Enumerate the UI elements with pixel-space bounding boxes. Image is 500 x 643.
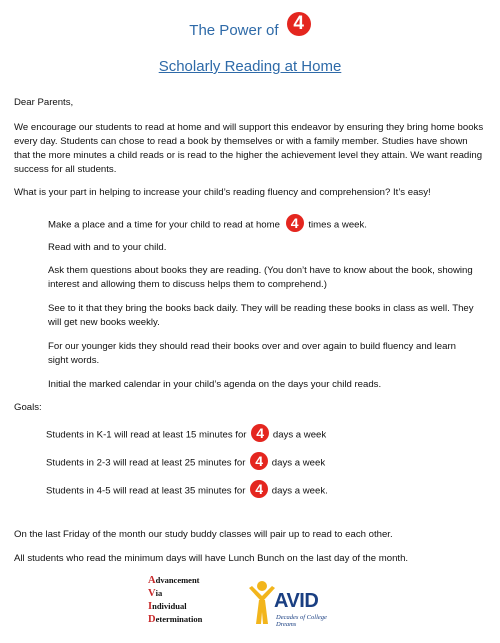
intro-paragraph: We encourage our students to read at home and will support this endeavor by ensuring they bring home books every day. Students can chose to read a book by themselves or with a family member. Studies have shown that the more minutes a child reads or is read to the higher the achievement level they attain. We want reading success for all students. xyxy=(14,122,484,175)
title-text: The Power of xyxy=(189,22,279,39)
goal-days: days a week xyxy=(271,457,326,469)
title-number-badge: 4 xyxy=(287,12,311,36)
tip1-before: Make a place and a time for your child to read at home xyxy=(48,219,280,231)
tip-read-with-child: Read with and to your child. xyxy=(48,242,167,253)
greeting: Dear Parents, xyxy=(14,97,74,108)
tip-read-at-home xyxy=(48,215,474,233)
avid-logo xyxy=(148,574,348,636)
page-subtitle: Scholarly Reading at Home xyxy=(158,58,342,75)
goal-days: days a week xyxy=(272,429,327,441)
goal-text: Students in K-1 will read at least 15 minutes for xyxy=(46,429,247,441)
goal-text: Students in 4-5 will read at least 35 minutes for xyxy=(46,485,246,497)
avid-acronym: Advancement Via Individual Determination xyxy=(148,575,203,625)
goal-number-badge: 4 xyxy=(251,424,269,442)
goal-2-3 xyxy=(46,453,486,471)
tip-ask-questions: Ask them questions about books they are reading. (You don’t have to know about the book, showing interest and allowing them to discuss helps them to comprehend.) xyxy=(48,265,473,290)
page-title xyxy=(0,13,500,39)
tip1-number-badge: 4 xyxy=(286,214,304,232)
avid-brand: AVID xyxy=(274,590,319,612)
goal-days: days a week. xyxy=(271,485,328,497)
avid-tagline: Decades of College Dreams xyxy=(276,614,327,628)
goal-k1 xyxy=(46,425,486,443)
closing-lunch-bunch: All students who read the minimum days will have Lunch Bunch on the last day of the month. xyxy=(14,553,409,564)
tip-younger-kids: For our younger kids they should read their books over and over again to build fluency and learn sight words. xyxy=(48,341,456,366)
goal-text: Students in 2-3 will read at least 25 minutes for xyxy=(46,457,246,469)
tip1-after: times a week. xyxy=(308,219,367,231)
goal-number-badge: 4 xyxy=(250,480,268,498)
tip-bring-books-back: See to it that they bring the books back daily. They will be reading these books in class as well. They will get new books weekly. xyxy=(48,303,474,328)
goal-number-badge: 4 xyxy=(250,452,268,470)
question-paragraph: What is your part in helping to increase your child’s reading fluency and comprehension? It’s easy! xyxy=(14,187,431,198)
goals-label: Goals: xyxy=(14,402,42,413)
tip-initial-calendar: Initial the marked calendar in your child’s agenda on the days your child reads. xyxy=(48,379,382,390)
goal-4-5 xyxy=(46,481,486,499)
closing-study-buddy: On the last Friday of the month our study buddy classes will pair up to read to each other. xyxy=(14,529,393,540)
